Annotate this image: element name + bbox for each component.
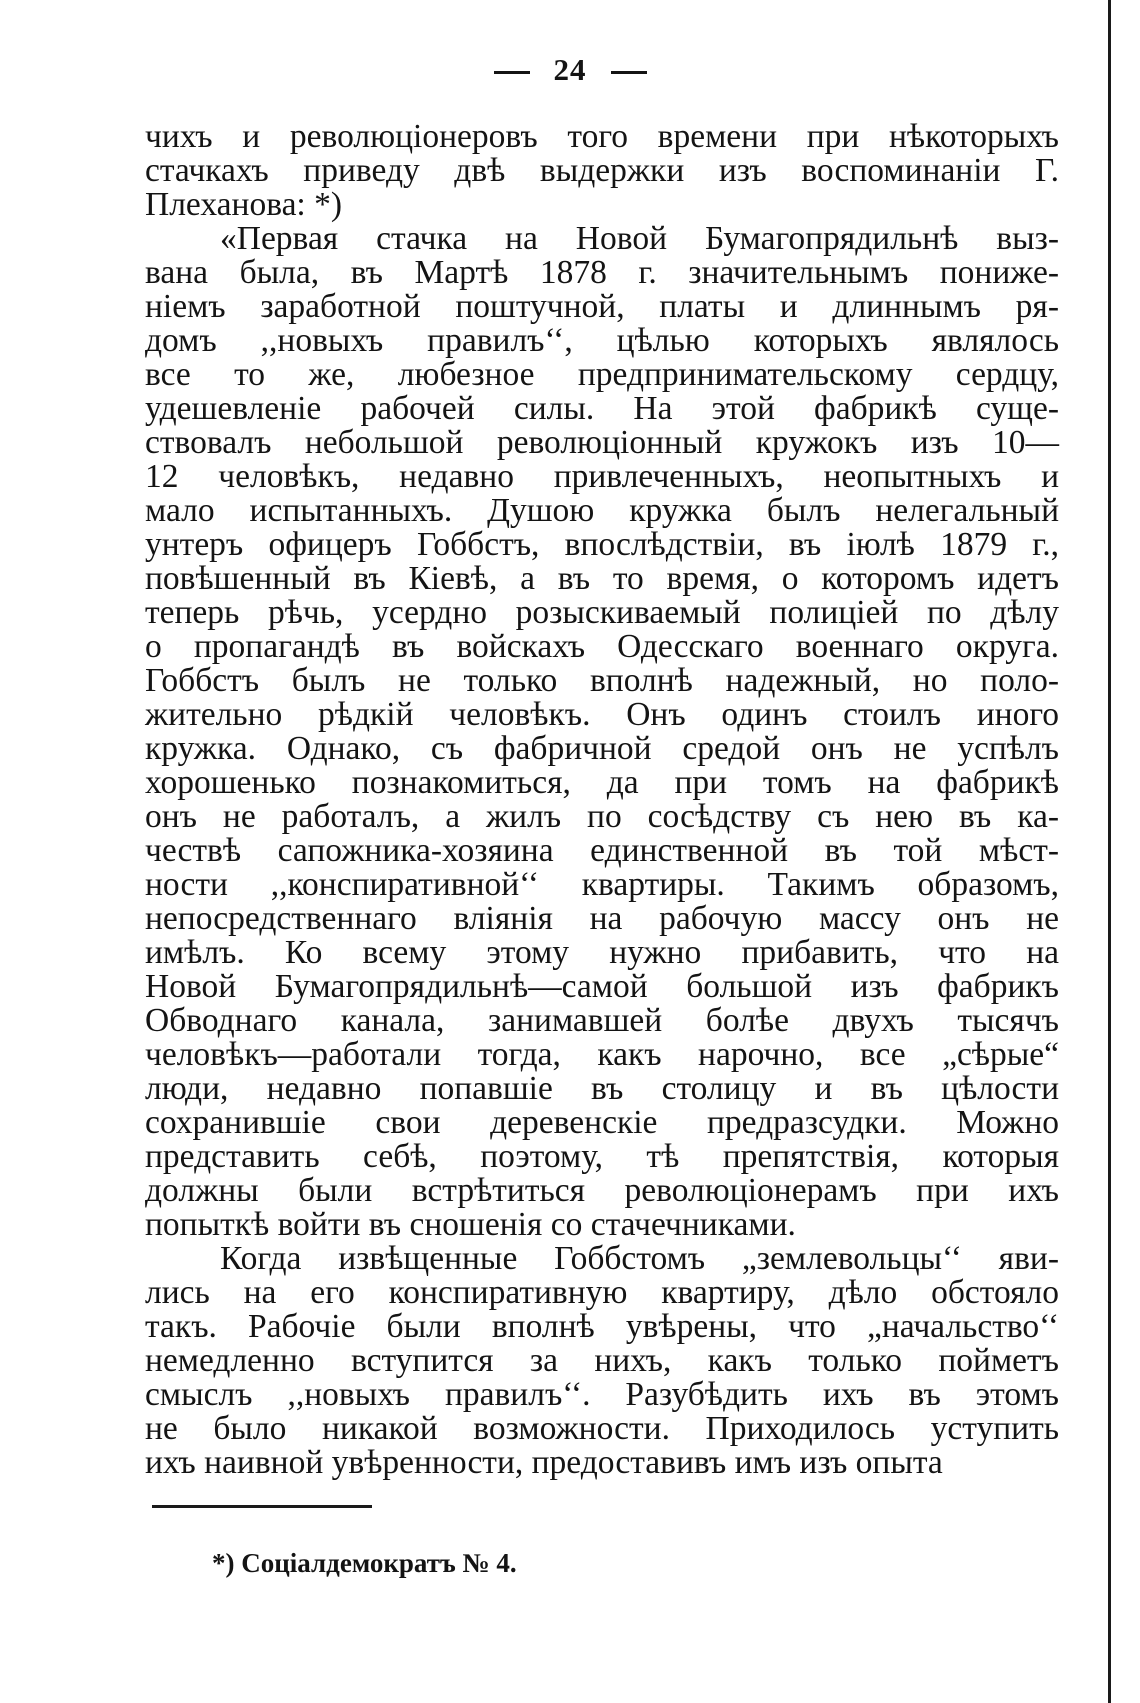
text-line: кружка. Однако, съ фабричной средой онъ не успѣлъ bbox=[145, 730, 1059, 767]
text-line: люди, недавно попавшіе въ столицу и въ цѣлости bbox=[145, 1070, 1059, 1107]
text-line: удешевленіе рабочей силы. На этой фабрикѣ суще- bbox=[145, 390, 1059, 427]
text-line: унтеръ офицеръ Гоббстъ, впослѣдствіи, въ іюлѣ 1879 г., bbox=[145, 526, 1059, 563]
text-line: Обводнаго канала, занимавшей болѣе двухъ тысячъ bbox=[145, 1002, 1059, 1039]
text-line: чихъ и революціонеровъ того времени при нѣкоторыхъ bbox=[145, 118, 1059, 155]
text-line: человѣкъ—работали тогда, какъ нарочно, все „сѣрые“ bbox=[145, 1036, 1059, 1073]
text-line: представить себѣ, поэтому, тѣ препятствія, которыя bbox=[145, 1138, 1059, 1175]
text-line: не было никакой возможности. Приходилось уступить bbox=[145, 1410, 1059, 1447]
text-line: вана была, въ Мартѣ 1878 г. значительнымъ пониже- bbox=[145, 254, 1059, 291]
text-line: «Первая стачка на Новой Бумагопрядильнѣ выз- bbox=[220, 220, 1059, 257]
text-line: о пропагандѣ въ войскахъ Одесскаго военнаго округа. bbox=[145, 628, 1059, 665]
text-line: ихъ наивной увѣренности, предоставивъ имъ изъ опыта bbox=[145, 1444, 943, 1481]
text-line: такъ. Рабочіе были вполнѣ увѣрены, что „начальство‘‘ bbox=[145, 1308, 1059, 1345]
text-line: непосредственнаго вліянія на рабочую массу онъ не bbox=[145, 900, 1059, 937]
text-line: мало испытанныхъ. Душою кружка былъ нелегальный bbox=[145, 492, 1059, 529]
text-line: смыслъ ,,новыхъ правилъ‘‘. Разубѣдить ихъ въ этомъ bbox=[145, 1376, 1059, 1413]
text-line: имѣлъ. Ко всему этому нужно прибавить, что на bbox=[145, 934, 1059, 971]
text-line: сохранившіе свои деревенскіе предразсудки. Можно bbox=[145, 1104, 1059, 1141]
page-number bbox=[0, 52, 1140, 88]
text-line: жительно рѣдкій человѣкъ. Онъ одинъ стоилъ иного bbox=[145, 696, 1059, 733]
text-line: теперь рѣчь, усердно розыскиваемый полиціей по дѣлу bbox=[145, 594, 1059, 631]
page-number-value: 24 bbox=[553, 52, 587, 87]
text-line: немедленно вступится за нихъ, какъ только пойметъ bbox=[145, 1342, 1059, 1379]
text-line: ности ,,конспиративной‘‘ квартиры. Такимъ образомъ, bbox=[145, 866, 1059, 903]
text-line: ніемъ заработной поштучной, платы и длиннымъ ря- bbox=[145, 288, 1059, 325]
body-text bbox=[145, 120, 1059, 1480]
text-line: Гоббстъ былъ не только вполнѣ надежный, но поло- bbox=[145, 662, 1059, 699]
text-line: чествѣ сапожника-хозяина единственной въ той мѣст- bbox=[145, 832, 1059, 869]
page-number-dash-left bbox=[494, 71, 530, 74]
text-line: должны были встрѣтиться революціонерамъ при ихъ bbox=[145, 1172, 1059, 1209]
text-line: стачкахъ приведу двѣ выдержки изъ воспоминаніи Г. bbox=[145, 152, 1059, 189]
page-edge-line bbox=[1108, 0, 1111, 1703]
text-line: лись на его конспиративную квартиру, дѣло обстояло bbox=[145, 1274, 1059, 1311]
text-line: все то же, любезное предпринимательскому сердцу, bbox=[145, 356, 1059, 393]
text-line: 12 человѣкъ, недавно привлеченныхъ, неопытныхъ и bbox=[145, 458, 1059, 495]
page-number-dash-right bbox=[611, 71, 647, 74]
text-line: онъ не работалъ, а жилъ по сосѣдству съ нею въ ка- bbox=[145, 798, 1059, 835]
text-line: Когда извѣщенные Гоббстомъ „землевольцы‘‘ яви- bbox=[220, 1240, 1059, 1277]
text-line: Плеханова: *) bbox=[145, 186, 343, 223]
text-line: домъ ,,новыхъ правилъ‘‘, цѣлью которыхъ являлось bbox=[145, 322, 1059, 359]
footnote: *) Соціалдемократъ № 4. bbox=[212, 1548, 517, 1578]
text-line: хорошенько познакомиться, да при томъ на фабрикѣ bbox=[145, 764, 1059, 801]
text-line: попыткѣ войти въ сношенія со стачечниками. bbox=[145, 1206, 796, 1243]
footnote-divider bbox=[152, 1505, 372, 1508]
text-line: Новой Бумагопрядильнѣ—самой большой изъ фабрикъ bbox=[145, 968, 1059, 1005]
text-line: ствовалъ небольшой революціонный кружокъ изъ 10— bbox=[145, 424, 1059, 461]
text-line: повѣшенный въ Кіевѣ, а въ то время, о которомъ идетъ bbox=[145, 560, 1059, 597]
